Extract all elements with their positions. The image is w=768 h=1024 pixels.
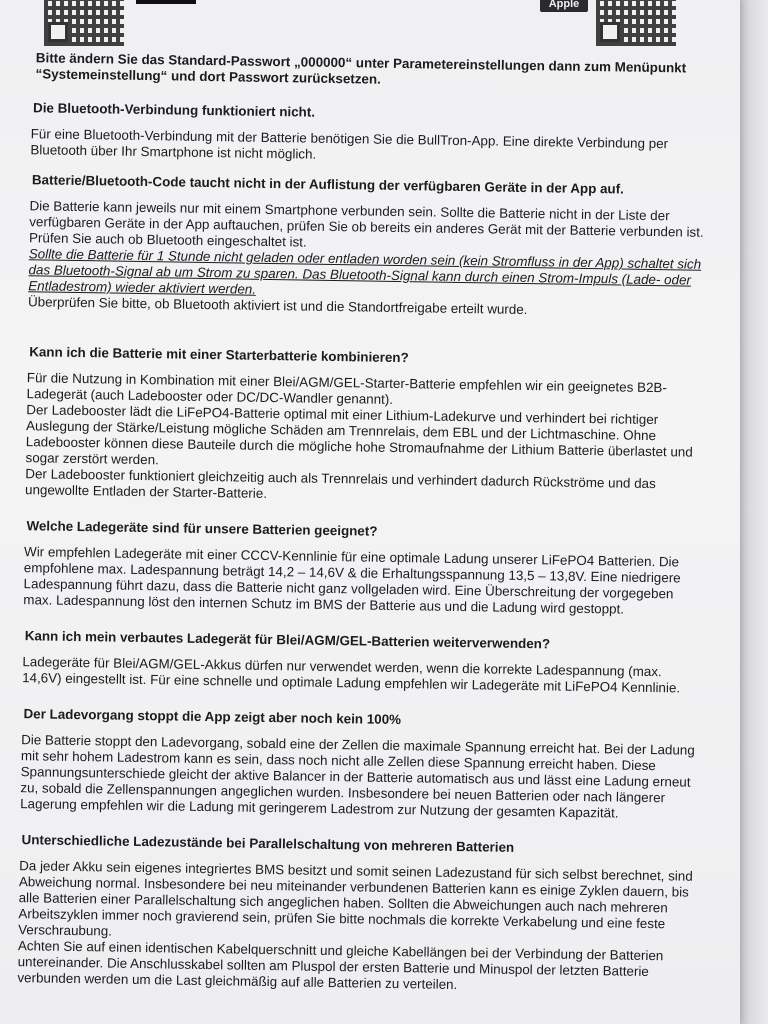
qr-code-right-icon: [596, 0, 676, 46]
background-edge: [740, 0, 768, 1024]
password-notice: Bitte ändern Sie das Standard-Passwort „000000“ unter Parametereinstellungen dann zum Menüpunkt “Systemeinstellung“ und dort Passwort zurücksetzen.: [35, 50, 687, 87]
section-heading: Welche Ladegeräte sind für unsere Batterien geeignet?: [26, 518, 378, 539]
apple-store-badge: Apple: [540, 0, 588, 12]
section-paragraph: Überprüfen Sie bitte, ob Bluetooth aktiviert ist und die Standortfreigabe erteilt wurde.: [27, 294, 528, 318]
section-paragraph: Die Batterie kann jeweils nur mit einem Smartphone verbunden sein. Sollte die Batterie nicht in der Liste der verfügbaren Geräte in der App auftauchen, prüfen Sie ob bereits ein anderes Gerät mit der Batterie verbunden ist. Prüfen Sie auch ob Bluetooth eingeschaltet ist.: [28, 198, 704, 250]
section-heading: Kann ich mein verbautes Ladegerät für Blei/AGM/GEL-Batterien weiterverwenden?: [24, 628, 551, 652]
header-bar: [136, 0, 196, 4]
faq-section-parallel: [3, 832, 697, 997]
section-paragraph: Achten Sie auf einen identischen Kabelquerschnitt und gleiche Kabellängen bei der Verbindung der Batterien untereinander. Die Anschlusskabel sollten am Pluspol der ersten Batterie und Minuspol der letzten Batterie verbunden werden um die Last gleichmäßig auf alle Batterien zu verteilen.: [17, 938, 664, 993]
section-paragraph: Der Ladebooster funktioniert gleichzeitig auch als Trennrelais und verhindert dadurch Rückströme und das ungewollte Entladen der Starter-Batterie.: [24, 466, 656, 501]
section-heading: Der Ladevorgang stoppt die App zeigt aber noch kein 100%: [23, 706, 402, 728]
section-paragraph: Für die Nutzung in Kombination mit einer Blei/AGM/GEL-Starter-Batterie empfehlen wir ein geeignetes B2B-Ladegerät (auch Ladebooster oder DC/DC-Wandler genannt).: [26, 370, 667, 407]
section-paragraph: Die Batterie stoppt den Ladevorgang, sobald eine der Zellen die maximale Spannung erreicht hat. Bei der Ladung mit sehr hohem Ladestrom kann es sein, dass noch nicht alle Zellen diese Spannung erreicht haben. Diese Spannungsunterschiede gleicht der aktive Balancer in der Batterie automatisch aus und lässt eine Ladung erneut zu, sobald die Zellenspannungen angeglichen wurden. Insbesondere bei neuen Batterien oder nach längerer Lagerung empfehlen wir die Ladung mit geringerem Ladestrom zur Nutzung der gesamten Kapazität.: [20, 732, 695, 821]
faq-section-bluetooth: [16, 100, 709, 169]
section-heading: Batterie/Bluetooth-Code taucht nicht in der Auflistung der verfügbaren Geräte in der App auf.: [31, 172, 624, 197]
section-heading: Die Bluetooth-Verbindung funktioniert nicht.: [32, 100, 316, 120]
section-heading: Unterschiedliche Ladezustände bei Parallelschaltung von mehreren Batterien: [21, 832, 515, 855]
section-paragraph: Wir empfehlen Ladegeräte mit einer CCCV-Kennlinie für eine optimale Ladung unserer LiFePO4 Batterien. Die empfohlene max. Ladespannung beträgt 14,2 – 14,6V & die Erhaltungsspannung 13,5 – 13,8V. Eine niedrigere Ladespannung führt dazu, dass die Batterie nicht ganz vollgeladen wird. Eine Überschreitung der vorgegeben max. Ladespannung löst den internen Schutz im BMS der Batterie aus und die Ladung wird gestoppt.: [23, 544, 681, 617]
faq-section-charging-stops: [6, 706, 700, 823]
faq-section-starter-battery: [11, 344, 705, 509]
faq-section-chargers: [9, 518, 702, 619]
faq-section-bluetooth-code: [14, 172, 708, 321]
document-content: [3, 50, 710, 1017]
qr-code-left-icon: [44, 0, 124, 46]
section-heading: Kann ich die Batterie mit einer Starterbatterie kombinieren?: [29, 344, 409, 366]
faq-section-existing-charger: [8, 628, 701, 697]
section-paragraph-underlined: Sollte die Batterie für 1 Stunde nicht geladen oder entladen worden sein (kein Stromfluss in der App) schaltet sich das Bluetooth-Signal ab um Strom zu sparen. Das Bluetooth-Signal kann durch einen Strom-Impuls (Lade- oder Entladestrom) wieder aktiviert werden.: [28, 246, 702, 297]
section-paragraph: Der Ladebooster lädt die LiFePO4-Batterie optimal mit einer Lithium-Ladekurve und verhindert bei richtiger Auslegung der Stärke/Leistung mögliche Schäden am Trennrelais, dem EBL und der Lichtmaschine. Ohne Ladebooster können diese Bauteile durch die mögliche hohe Stromaufnahme der Lithium Batterie überlastet und sogar zerstört werden.: [25, 402, 693, 468]
section-paragraph: Da jeder Akku sein eigenes integriertes BMS besitzt und somit seinen Ladezustand für sich selbst berechnet, sind Abweichung normal. Insbesondere bei neu miteinander verbundenen Batterien kann es einige Zyklen dauern, bis alle Batterien einer Parallelschaltung sich angeglichen haben. Sollten die Abweichungen auch nach mehreren Arbeitszyklen immer noch gravierend sein, prüfen Sie bitte nochmals die korrekte Verkabelung und eine feste Verschraubung.: [18, 858, 693, 939]
section-paragraph: Ladegeräte für Blei/AGM/GEL-Akkus dürfen nur verwendet werden, wenn die korrekte Ladespannung (max. 14,6V) eingestellt ist. Für eine schnelle und optimale Ladung empfehlen wir Ladegeräte mit LiFePO4 Kennlinie.: [22, 654, 681, 696]
section-paragraph: Für eine Bluetooth-Verbindung mit der Batterie benötigen Sie die BullTron-App. Eine direkte Verbindung per Bluetooth über Ihr Smartphone ist nicht möglich.: [30, 126, 669, 162]
